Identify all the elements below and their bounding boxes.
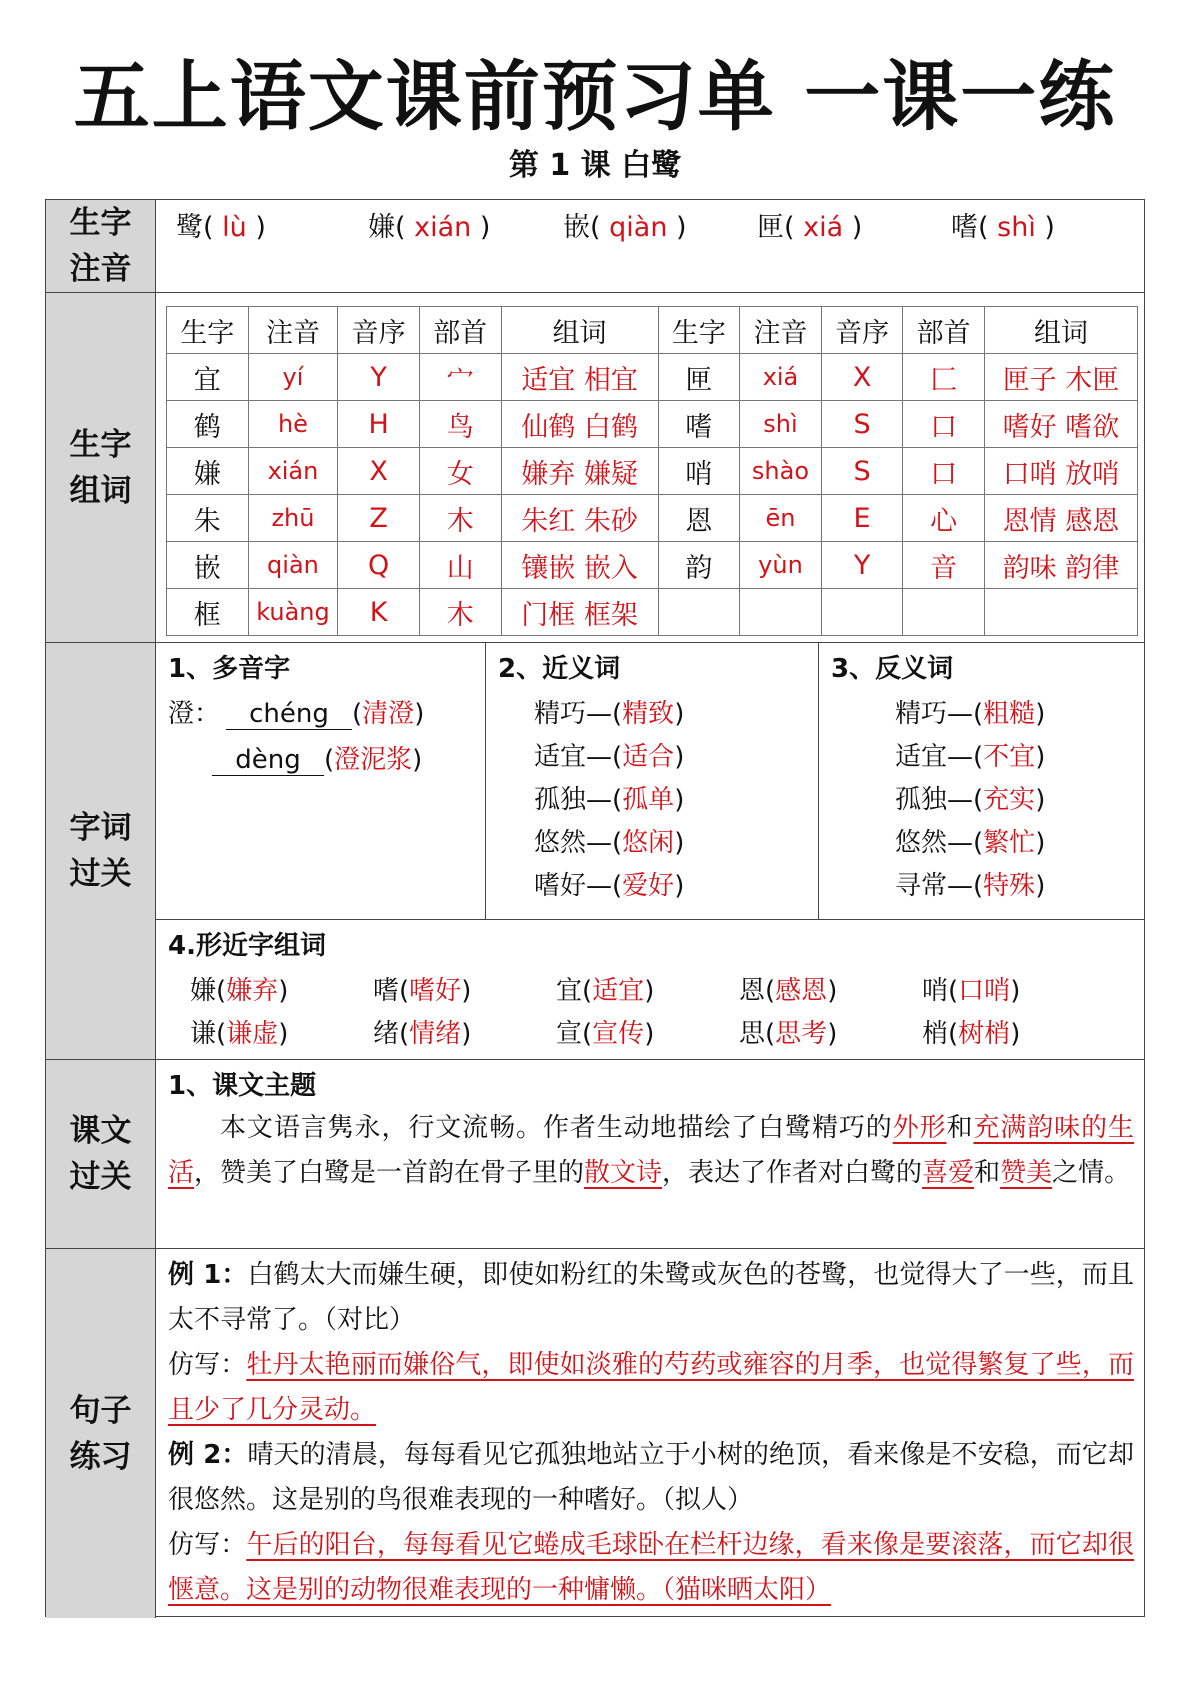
pinyin-item: 鹭( lù ) xyxy=(176,212,266,243)
table-cell: 鹤 xyxy=(167,401,249,448)
table-cell: E xyxy=(821,495,903,542)
table-cell: 口 xyxy=(903,448,985,495)
polyphone-line: dèng (澄泥浆) xyxy=(212,742,422,778)
table-cell: 嫌 xyxy=(167,448,249,495)
section-label: 生字 组词 xyxy=(46,293,156,642)
table-header-cell: 部首 xyxy=(419,307,501,354)
example-2: 例 2：晴天的清晨，每每看见它孤独地站立于小树的绝顶，看来像是不安稳，而它却很悠然。这是别的鸟很难表现的一种嗜好。（拟人） xyxy=(168,1440,1134,1515)
word-table xyxy=(166,306,1138,636)
antonym-box xyxy=(819,643,1146,919)
imitation-1: 仿写：牡丹太艳丽而嫌俗气，即使如淡雅的芍药或雍容的月季，也觉得繁复了些，而且少了几分灵动。 xyxy=(168,1350,1134,1425)
table-cell: 木 xyxy=(419,495,501,542)
word-pair: 嗜好—(爱好) xyxy=(534,871,685,901)
table-cell: 匚 xyxy=(903,354,985,401)
synonym-box xyxy=(486,643,819,919)
table-cell: 宀 xyxy=(419,354,501,401)
word-pair: 精巧—(粗糙) xyxy=(895,699,1046,729)
table-cell: 鸟 xyxy=(419,401,501,448)
section-label: 生字 注音 xyxy=(46,200,156,292)
table-header-cell: 注音 xyxy=(740,307,822,354)
table-header-cell: 部首 xyxy=(903,307,985,354)
similar-pair: 嫌(嫌弃) xyxy=(190,976,289,1006)
table-cell: ēn xyxy=(740,495,822,542)
table-cell: S xyxy=(821,401,903,448)
similar-pair: 嗜(嗜好) xyxy=(373,976,472,1006)
table-cell: H xyxy=(338,401,420,448)
table-cell xyxy=(821,589,903,636)
section-label: 句子 练习 xyxy=(46,1249,156,1618)
table-cell: 朱 xyxy=(167,495,249,542)
word-pair: 适宜—(适合) xyxy=(534,742,685,772)
table-header-cell: 注音 xyxy=(248,307,338,354)
section-label: 字词 过关 xyxy=(46,643,156,1059)
table-cell: 木 xyxy=(419,589,501,636)
polyphone-heading: 1、多音字 xyxy=(168,654,291,684)
table-cell: qiàn xyxy=(248,542,338,589)
synonym-heading: 2、近义词 xyxy=(498,654,621,684)
words-section xyxy=(46,293,1144,643)
table-row xyxy=(167,401,1138,448)
table-cell: kuàng xyxy=(248,589,338,636)
section-label: 课文 过关 xyxy=(46,1060,156,1248)
table-cell: S xyxy=(821,448,903,495)
table-cell: 口哨 放哨 xyxy=(984,448,1137,495)
table-cell: 框 xyxy=(167,589,249,636)
table-cell: shào xyxy=(740,448,822,495)
table-header-cell: 音序 xyxy=(821,307,903,354)
theme-paragraph: 本文语言隽永，行文流畅。作者生动地描绘了白鹭精巧的外形和充满韵味的生活，赞美了白鹭是一首韵在骨子里的散文诗，表达了作者对白鹭的喜爱和赞美之情。 xyxy=(168,1113,1134,1188)
table-cell: 口 xyxy=(903,401,985,448)
table-cell: 嗜 xyxy=(658,401,740,448)
polyphone-line: 澄： chéng (清澄) xyxy=(168,699,425,729)
word-pair: 悠然—(繁忙) xyxy=(895,828,1046,858)
pinyin-item: 嗜( shì ) xyxy=(951,212,1055,243)
table-cell: Q xyxy=(338,542,420,589)
similar-pair: 宜(适宜) xyxy=(556,976,655,1006)
sentence-section xyxy=(46,1249,1144,1618)
table-cell: xián xyxy=(248,448,338,495)
pinyin-item: 嫌( xián ) xyxy=(368,212,491,243)
page-title: 五上语文课前预习单 一课一练 xyxy=(73,52,1117,141)
table-cell: 女 xyxy=(419,448,501,495)
word-pair: 孤独—(充实) xyxy=(895,785,1046,815)
similar-box xyxy=(156,920,1144,1059)
pinyin-section xyxy=(46,200,1144,293)
table-header-cell: 音序 xyxy=(338,307,420,354)
similar-pair: 哨(口哨) xyxy=(922,976,1021,1006)
table-cell: 音 xyxy=(903,542,985,589)
table-cell: Z xyxy=(338,495,420,542)
table-cell: 韵味 韵律 xyxy=(984,542,1137,589)
table-cell: 仙鹤 白鹤 xyxy=(501,401,658,448)
table-cell: zhū xyxy=(248,495,338,542)
table-cell: 匣 xyxy=(658,354,740,401)
similar-pair: 梢(树梢) xyxy=(922,1019,1021,1049)
table-cell xyxy=(658,589,740,636)
similar-pair: 思(思考) xyxy=(739,1019,838,1049)
table-cell: 心 xyxy=(903,495,985,542)
word-pair: 适宜—(不宜) xyxy=(895,742,1046,772)
table-cell: Y xyxy=(338,354,420,401)
table-cell: 恩 xyxy=(658,495,740,542)
table-cell: 恩情 感恩 xyxy=(984,495,1137,542)
antonym-heading: 3、反义词 xyxy=(831,654,954,684)
table-cell: X xyxy=(821,354,903,401)
table-header-cell: 组词 xyxy=(984,307,1137,354)
word-pair: 精巧—(精致) xyxy=(534,699,685,729)
table-header-cell: 生字 xyxy=(167,307,249,354)
similar-pair: 宣(宣传) xyxy=(556,1019,655,1049)
table-cell: 匣子 木匣 xyxy=(984,354,1137,401)
table-cell: 朱红 朱砂 xyxy=(501,495,658,542)
table-row xyxy=(167,589,1138,636)
table-cell: 韵 xyxy=(658,542,740,589)
table-header-cell: 组词 xyxy=(501,307,658,354)
table-cell: 宜 xyxy=(167,354,249,401)
worksheet-table xyxy=(45,199,1145,1617)
vocab-section xyxy=(46,643,1144,1060)
lesson-title: 第 1 课 白鹭 xyxy=(508,148,682,183)
word-pair: 悠然—(悠闲) xyxy=(534,828,685,858)
table-header-cell: 生字 xyxy=(658,307,740,354)
table-cell: xiá xyxy=(740,354,822,401)
pinyin-item: 匣( xiá ) xyxy=(757,212,863,243)
example-1: 例 1：白鹤太大而嫌生硬，即使如粉红的朱鹭或灰色的苍鹭，也觉得大了一些，而且太不寻常了。（对比） xyxy=(168,1260,1134,1335)
table-cell: 哨 xyxy=(658,448,740,495)
table-cell: X xyxy=(338,448,420,495)
word-pair: 寻常—(特殊) xyxy=(895,871,1046,901)
table-cell: 适宜 相宜 xyxy=(501,354,658,401)
word-pair: 孤独—(孤单) xyxy=(534,785,685,815)
table-row xyxy=(167,354,1138,401)
table-cell: K xyxy=(338,589,420,636)
table-cell: yùn xyxy=(740,542,822,589)
similar-pair: 恩(感恩) xyxy=(739,976,838,1006)
table-cell: 嵌 xyxy=(167,542,249,589)
pinyin-item: 嵌( qiàn ) xyxy=(563,212,687,243)
table-cell: 镶嵌 嵌入 xyxy=(501,542,658,589)
table-cell: 嗜好 嗜欲 xyxy=(984,401,1137,448)
pinyin-items xyxy=(156,200,1144,292)
table-row xyxy=(167,495,1138,542)
table-cell xyxy=(903,589,985,636)
theme-heading: 1、课文主题 xyxy=(168,1071,317,1101)
table-cell: 门框 框架 xyxy=(501,589,658,636)
table-cell: shì xyxy=(740,401,822,448)
imitation-2: 仿写：午后的阳台，每每看见它蜷成毛球卧在栏杆边缘，看来像是要滚落，而它却很惬意。这是别的动物很难表现的一种慵懒。（猫咪晒太阳） xyxy=(168,1530,1134,1605)
polyphone-box xyxy=(156,643,486,919)
table-cell xyxy=(984,589,1137,636)
table-row xyxy=(167,448,1138,495)
similar-pair: 谦(谦虚) xyxy=(190,1019,289,1049)
table-row xyxy=(167,542,1138,589)
table-cell: 山 xyxy=(419,542,501,589)
table-cell xyxy=(740,589,822,636)
similar-heading: 4.形近字组词 xyxy=(168,931,326,961)
table-cell: Y xyxy=(821,542,903,589)
text-section xyxy=(46,1060,1144,1249)
table-cell: 嫌弃 嫌疑 xyxy=(501,448,658,495)
table-cell: yí xyxy=(248,354,338,401)
table-cell: hè xyxy=(248,401,338,448)
similar-pair: 绪(情绪) xyxy=(373,1019,472,1049)
